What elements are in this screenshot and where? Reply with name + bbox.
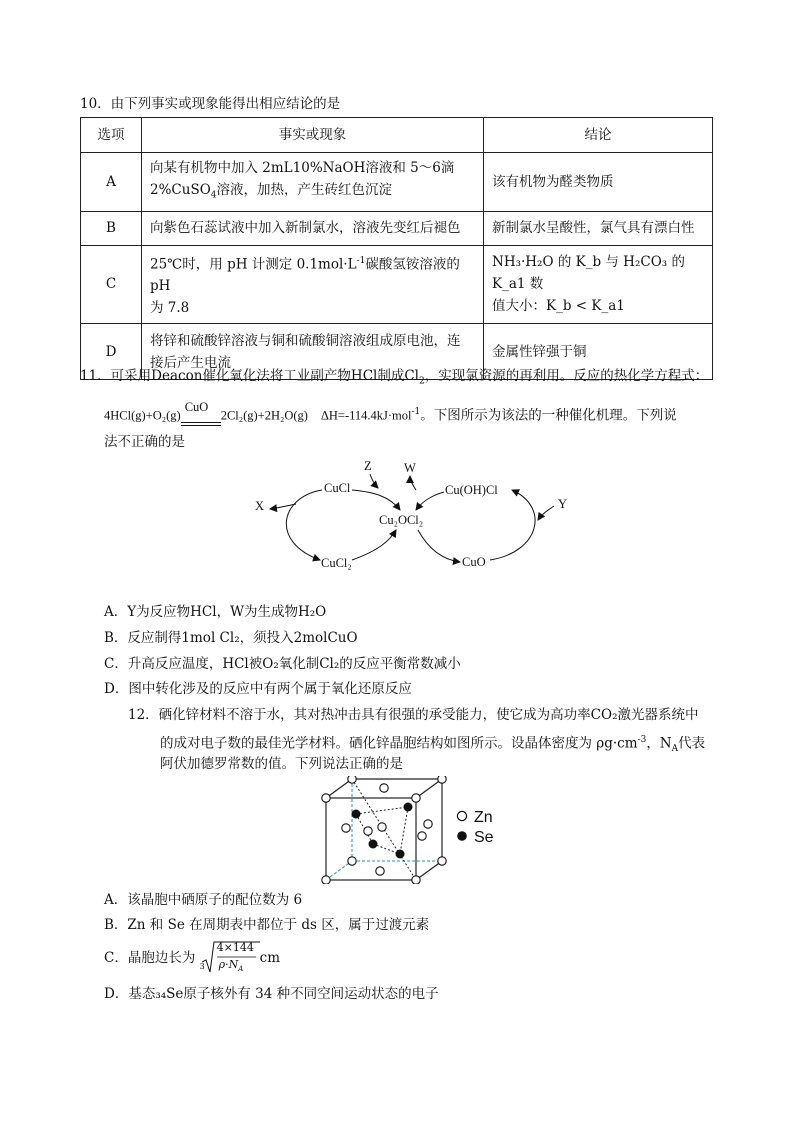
- arrow-cu2ocl2-to-cuo: [418, 530, 460, 562]
- label-cu2ocl2: Cu₂OCl₂: [379, 513, 424, 527]
- label-cuo: CuO: [462, 555, 486, 569]
- q12-option-c: [104, 940, 280, 976]
- cube-root-expression: [200, 940, 260, 974]
- catalysis-mechanism-diagram: [240, 452, 580, 582]
- legend-se-label: Se: [474, 829, 494, 846]
- fact-line-2: 接后产生电流: [150, 354, 231, 371]
- q11-text: 。下图所示为该法的一种催化机理。下列说: [420, 407, 677, 424]
- header-fact: 事实或现象: [142, 118, 484, 153]
- q12-text: 的成对电子数的最佳光学材料。硒化锌晶胞结构如图所示。设晶体密度为 ρg·cm: [160, 735, 638, 752]
- option-c-prefix: C．晶胞边长为: [104, 950, 196, 966]
- label-cucl: CuCl: [324, 481, 351, 495]
- arrow-w-out: [410, 476, 416, 490]
- fact-line-2-tail: 溶液，加热，产生砖红色沉淀: [216, 182, 392, 198]
- q11-subscript: 2: [419, 376, 425, 387]
- enthalpy-superscript: -1: [411, 407, 421, 417]
- arrow-cucl-to-cucl2: [286, 490, 322, 560]
- label-w: W: [404, 461, 416, 475]
- fact-line-1: 将锌和硫酸锌溶液与铜和硫酸铜溶液组成原电池，连: [150, 332, 461, 349]
- arrow-cucl-to-cu2ocl2: [352, 490, 400, 510]
- fact-superscript: -1: [356, 255, 366, 266]
- fraction-denominator: [219, 958, 244, 976]
- row-fact: [142, 153, 484, 212]
- q12-text: 代表: [678, 735, 706, 752]
- row-option: C: [81, 245, 142, 324]
- q12-text: ，N: [646, 735, 672, 752]
- q11-text: 11．可采用Deacon催化氧化法将工业副产物HCl制成Cl: [80, 368, 419, 384]
- q12-superscript: -3: [637, 735, 647, 745]
- fact-line-2: 2%CuSO: [150, 182, 211, 198]
- q12-stem-line-3: 阿伏加德罗常数的值。下列说法正确的是: [160, 756, 403, 772]
- equation-arrow: [181, 399, 221, 426]
- q11-option-a: A．Y为反应物HCl，W为生成物H₂O: [104, 604, 327, 620]
- arrow-cucl2-to-cu2ocl2: [352, 530, 396, 560]
- q12-stem-line-1: 12．硒化锌材料不溶于水，其对热冲击具有很强的承受能力，使它成为高功率CO₂激光器系统中: [128, 707, 699, 723]
- fact-line-1: 向某有机物中加入 2mL10%NaOH溶液和 5～6滴: [150, 160, 455, 176]
- row-conclusion: 金属性锌强于铜: [484, 324, 713, 380]
- header-conclusion: 结论: [484, 118, 713, 153]
- q12-option-a: A．该晶胞中硒原子的配位数为 6: [104, 892, 303, 908]
- row-conclusion: [484, 245, 713, 324]
- option-c-unit: cm: [259, 950, 281, 966]
- row-option: A: [81, 153, 142, 212]
- label-y: Y: [558, 497, 568, 511]
- denominator-text: ρ·N: [218, 958, 239, 971]
- row-fact: [142, 245, 484, 324]
- table-header-row: [81, 118, 713, 153]
- q12-option-d: D．基态₃₄Se原子核外有 34 种不同空间运动状态的电子: [104, 986, 439, 1002]
- fact-line-1: 25℃时，用 pH 计测定 0.1mol·L: [150, 256, 357, 273]
- q11-stem-line-3: 法不正确的是: [104, 434, 185, 450]
- se-legend-icon: [457, 831, 467, 841]
- q11-option-b: B．反应制得1mol Cl₂，须投入2molCuO: [104, 630, 358, 646]
- header-option: 选项: [81, 118, 142, 153]
- znse-unit-cell-diagram: [318, 776, 508, 884]
- fact-subscript: 4: [210, 190, 217, 201]
- arrow-z-in: [370, 474, 378, 488]
- row-option: D: [81, 324, 142, 380]
- q11-option-c: C．升高反应温度，HCl被O₂氧化制Cl₂的反应平衡常数减小: [104, 656, 461, 672]
- row-conclusion: 新制氯水呈酸性，氯气具有漂白性: [484, 211, 713, 245]
- table-row: [81, 153, 713, 212]
- conclusion-line-2: 值大小：K_b < K_a1: [492, 298, 625, 315]
- arrow-cuohcl-to-cu2ocl2: [416, 492, 444, 510]
- row-option: B: [81, 211, 142, 245]
- zn-legend-icon: [457, 811, 466, 820]
- conclusion-line-1: NH₃·H₂O 的 K_b 与 H₂CO₃ 的 K_a1 数: [492, 254, 685, 293]
- label-cucl2: CuCl₂: [321, 556, 352, 570]
- fact-line-1-tail: 碳酸氢铵溶液的 pH: [150, 256, 460, 295]
- table-row: [81, 211, 713, 245]
- q12-subscript: A: [671, 744, 679, 755]
- equation-catalyst: CuO: [184, 399, 209, 414]
- q11-equation-line: [104, 399, 677, 426]
- q10-table: [80, 117, 713, 380]
- label-x: X: [255, 499, 265, 513]
- fact-line-2: 为 7.8: [150, 300, 190, 317]
- equation-right: 2Cl₂(g)+2H₂O(g): [220, 408, 308, 423]
- denominator-subscript: A: [238, 965, 244, 974]
- equation-enthalpy: ΔH=-114.4kJ·mol: [320, 408, 412, 423]
- q11-text-tail: ，实现氯资源的再利用。反应的热化学方程式：: [424, 368, 709, 384]
- fraction-numerator: 4×144: [216, 941, 254, 954]
- label-z: Z: [364, 459, 372, 473]
- label-cuohcl: Cu(OH)Cl: [445, 483, 498, 497]
- q12-option-b: B．Zn 和 Se 在周期表中都位于 ds 区，属于过渡元素: [104, 917, 430, 933]
- arrow-cuo-to-cuohcl: [490, 490, 535, 560]
- equation-left: 4HCl(g)+O₂(g): [104, 408, 181, 423]
- row-fact: 向紫色石蕊试液中加入新制氯水，溶液先变红后褪色: [142, 211, 484, 245]
- q11-stem-line-1: [80, 366, 708, 392]
- row-conclusion: 该有机物为醛类物质: [484, 153, 713, 212]
- root-index: 3: [199, 962, 205, 971]
- table-row: [81, 245, 713, 324]
- arrow-y-in: [538, 506, 554, 520]
- q10-stem: 10．由下列事实或现象能得出相应结论的是: [80, 96, 341, 112]
- q11-option-d: D．图中转化涉及的反应中有两个属于氧化还原反应: [104, 681, 412, 697]
- legend-zn-label: Zn: [474, 809, 493, 826]
